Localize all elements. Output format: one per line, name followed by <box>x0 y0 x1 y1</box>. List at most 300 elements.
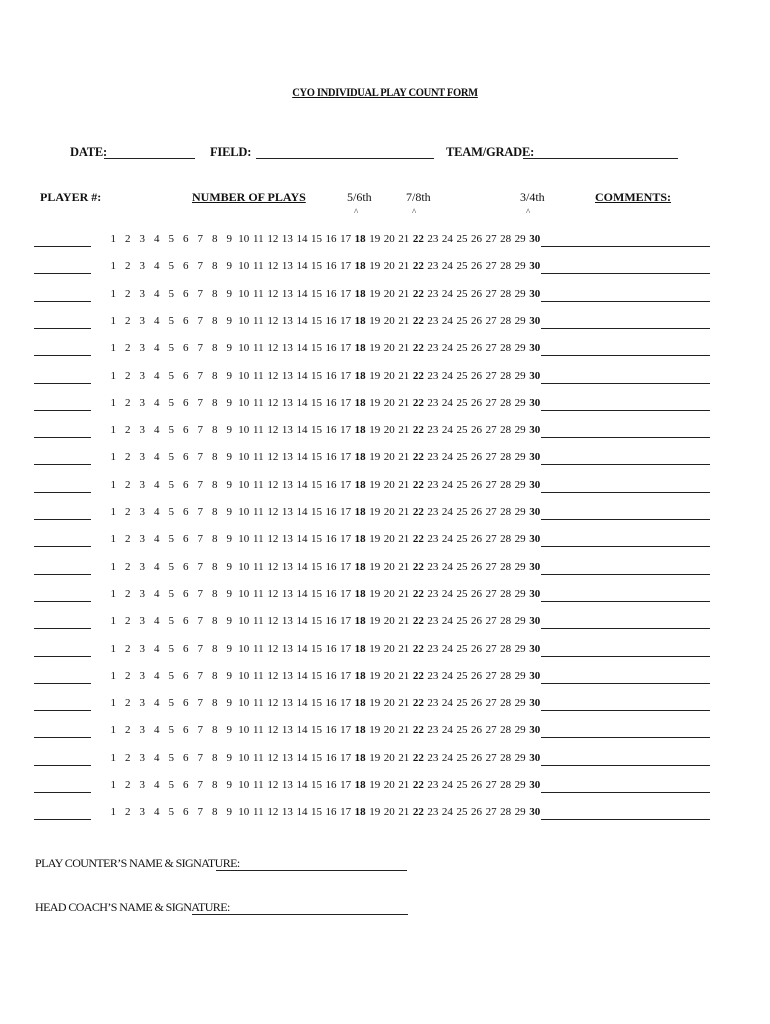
play-number[interactable]: 24 <box>441 424 453 437</box>
play-number[interactable]: 2 <box>125 506 131 518</box>
play-number[interactable]: 4 <box>154 751 160 764</box>
play-number[interactable]: 14 <box>296 724 308 737</box>
play-number[interactable]: 29 <box>514 451 526 464</box>
play-number[interactable]: 10 <box>238 615 250 628</box>
play-number[interactable]: 24 <box>441 314 453 327</box>
play-number[interactable]: 16 <box>325 697 337 710</box>
play-number[interactable]: 21 <box>398 615 410 628</box>
play-number[interactable]: 20 <box>383 560 395 573</box>
play-number[interactable]: 16 <box>325 506 337 518</box>
play-number[interactable]: 5 <box>168 806 174 819</box>
play-number[interactable]: 1 <box>110 587 116 600</box>
play-number[interactable]: 28 <box>500 396 512 409</box>
play-number[interactable]: 10 <box>238 506 250 518</box>
play-number[interactable]: 20 <box>383 615 395 628</box>
player-number-field[interactable] <box>34 383 91 384</box>
play-number[interactable]: 8 <box>212 396 218 409</box>
play-number[interactable]: 22 <box>412 233 424 245</box>
play-number[interactable]: 5 <box>168 560 174 573</box>
play-number[interactable]: 23 <box>427 669 439 682</box>
play-number[interactable]: 29 <box>514 287 526 300</box>
play-number[interactable]: 3 <box>139 342 145 355</box>
play-number[interactable]: 14 <box>296 779 308 791</box>
team-grade-field[interactable] <box>523 158 678 159</box>
play-number[interactable]: 12 <box>267 233 279 245</box>
play-number[interactable]: 7 <box>197 369 203 382</box>
play-number[interactable]: 24 <box>441 779 453 791</box>
play-number[interactable]: 30 <box>529 506 541 518</box>
play-number[interactable]: 27 <box>485 260 497 273</box>
play-number[interactable]: 6 <box>183 396 189 409</box>
play-number[interactable]: 14 <box>296 287 308 300</box>
play-number[interactable]: 22 <box>412 506 424 518</box>
play-number[interactable]: 25 <box>456 314 468 327</box>
play-number[interactable]: 2 <box>125 615 131 628</box>
play-number[interactable]: 25 <box>456 260 468 273</box>
play-number[interactable]: 9 <box>226 342 232 355</box>
comment-field[interactable] <box>541 546 710 547</box>
play-number[interactable]: 28 <box>500 697 512 710</box>
play-number[interactable]: 18 <box>354 560 366 573</box>
play-number[interactable]: 18 <box>354 724 366 737</box>
play-number[interactable]: 11 <box>253 587 264 600</box>
play-number[interactable]: 8 <box>212 451 218 464</box>
play-number[interactable]: 11 <box>253 806 264 819</box>
play-number[interactable]: 1 <box>110 314 116 327</box>
play-number[interactable]: 16 <box>325 233 337 245</box>
play-number[interactable]: 12 <box>267 669 279 682</box>
player-number-field[interactable] <box>34 601 91 602</box>
play-number[interactable]: 3 <box>139 806 145 819</box>
play-number[interactable]: 19 <box>369 533 381 546</box>
play-number[interactable]: 8 <box>212 506 218 518</box>
play-number[interactable]: 4 <box>154 806 160 819</box>
play-number[interactable]: 6 <box>183 533 189 546</box>
comment-field[interactable] <box>541 792 710 793</box>
play-number[interactable]: 22 <box>412 560 424 573</box>
play-number[interactable]: 25 <box>456 533 468 546</box>
play-number[interactable]: 26 <box>471 424 483 437</box>
play-number[interactable]: 21 <box>398 342 410 355</box>
play-number[interactable]: 2 <box>125 587 131 600</box>
play-number[interactable]: 2 <box>125 233 131 245</box>
player-number-field[interactable] <box>34 464 91 465</box>
play-number[interactable]: 14 <box>296 233 308 245</box>
play-number[interactable]: 19 <box>369 669 381 682</box>
play-number[interactable]: 23 <box>427 314 439 327</box>
play-number[interactable]: 29 <box>514 233 526 245</box>
play-number[interactable]: 16 <box>325 779 337 791</box>
play-number[interactable]: 6 <box>183 724 189 737</box>
play-number[interactable]: 24 <box>441 451 453 464</box>
play-number[interactable]: 27 <box>485 506 497 518</box>
play-number[interactable]: 18 <box>354 587 366 600</box>
play-number[interactable]: 7 <box>197 233 203 245</box>
play-number[interactable]: 12 <box>267 615 279 628</box>
play-number[interactable]: 24 <box>441 369 453 382</box>
play-number[interactable]: 20 <box>383 697 395 710</box>
play-number[interactable]: 7 <box>197 260 203 273</box>
play-number[interactable]: 23 <box>427 424 439 437</box>
play-number[interactable]: 22 <box>412 615 424 628</box>
play-number[interactable]: 17 <box>340 806 352 819</box>
play-number[interactable]: 30 <box>529 724 541 737</box>
comment-field[interactable] <box>541 737 710 738</box>
play-number[interactable]: 10 <box>238 396 250 409</box>
player-number-field[interactable] <box>34 574 91 575</box>
play-number[interactable]: 13 <box>281 724 293 737</box>
play-number[interactable]: 15 <box>311 751 322 764</box>
play-number[interactable]: 2 <box>125 260 131 273</box>
play-number[interactable]: 1 <box>110 451 116 464</box>
play-number[interactable]: 15 <box>311 669 322 682</box>
play-number[interactable]: 6 <box>183 697 189 710</box>
play-number[interactable]: 2 <box>125 342 131 355</box>
play-number[interactable]: 17 <box>340 751 352 764</box>
play-number[interactable]: 23 <box>427 396 439 409</box>
play-number[interactable]: 10 <box>238 287 250 300</box>
play-number[interactable]: 15 <box>311 560 322 573</box>
play-number[interactable]: 17 <box>340 396 352 409</box>
play-number[interactable]: 25 <box>456 806 468 819</box>
play-number[interactable]: 11 <box>253 779 264 791</box>
play-number[interactable]: 1 <box>110 779 116 791</box>
play-number[interactable]: 21 <box>398 697 410 710</box>
play-number[interactable]: 13 <box>281 751 293 764</box>
play-number[interactable]: 15 <box>311 506 322 518</box>
play-number[interactable]: 30 <box>529 751 541 764</box>
comment-field[interactable] <box>541 273 710 274</box>
play-number[interactable]: 13 <box>281 533 293 546</box>
play-number[interactable]: 27 <box>485 478 497 491</box>
play-number[interactable]: 20 <box>383 451 395 464</box>
play-number[interactable]: 12 <box>267 533 279 546</box>
play-number[interactable]: 11 <box>253 369 264 382</box>
play-number[interactable]: 5 <box>168 478 174 491</box>
play-number[interactable]: 9 <box>226 478 232 491</box>
play-number[interactable]: 24 <box>441 533 453 546</box>
comment-field[interactable] <box>541 819 710 820</box>
play-number[interactable]: 28 <box>500 615 512 628</box>
play-number[interactable]: 7 <box>197 424 203 437</box>
play-number[interactable]: 29 <box>514 587 526 600</box>
player-number-field[interactable] <box>34 437 91 438</box>
play-number[interactable]: 20 <box>383 506 395 518</box>
play-number[interactable]: 19 <box>369 396 381 409</box>
play-number[interactable]: 13 <box>281 478 293 491</box>
play-number[interactable]: 16 <box>325 806 337 819</box>
play-number[interactable]: 12 <box>267 751 279 764</box>
play-number[interactable]: 13 <box>281 233 293 245</box>
play-number[interactable]: 26 <box>471 751 483 764</box>
play-number[interactable]: 30 <box>529 478 541 491</box>
play-number[interactable]: 4 <box>154 287 160 300</box>
play-number[interactable]: 27 <box>485 424 497 437</box>
play-number[interactable]: 18 <box>354 779 366 791</box>
play-number[interactable]: 7 <box>197 506 203 518</box>
play-number[interactable]: 2 <box>125 642 131 655</box>
play-number[interactable]: 24 <box>441 342 453 355</box>
play-number[interactable]: 12 <box>267 779 279 791</box>
play-number[interactable]: 5 <box>168 751 174 764</box>
play-number[interactable]: 6 <box>183 314 189 327</box>
play-number[interactable]: 4 <box>154 424 160 437</box>
play-number[interactable]: 7 <box>197 587 203 600</box>
play-number[interactable]: 14 <box>296 314 308 327</box>
play-number[interactable]: 9 <box>226 506 232 518</box>
play-number[interactable]: 8 <box>212 669 218 682</box>
play-number[interactable]: 10 <box>238 560 250 573</box>
play-number[interactable]: 9 <box>226 779 232 791</box>
play-number[interactable]: 27 <box>485 396 497 409</box>
play-number[interactable]: 19 <box>369 260 381 273</box>
play-number[interactable]: 8 <box>212 314 218 327</box>
play-number[interactable]: 3 <box>139 424 145 437</box>
play-number[interactable]: 25 <box>456 642 468 655</box>
play-number[interactable]: 20 <box>383 806 395 819</box>
play-number[interactable]: 20 <box>383 369 395 382</box>
play-number[interactable]: 1 <box>110 669 116 682</box>
play-number[interactable]: 13 <box>281 642 293 655</box>
play-number[interactable]: 18 <box>354 506 366 518</box>
play-number[interactable]: 26 <box>471 451 483 464</box>
play-number[interactable]: 9 <box>226 369 232 382</box>
play-number[interactable]: 16 <box>325 615 337 628</box>
play-number[interactable]: 9 <box>226 642 232 655</box>
play-number[interactable]: 1 <box>110 233 116 245</box>
play-number[interactable]: 8 <box>212 642 218 655</box>
play-number[interactable]: 2 <box>125 697 131 710</box>
play-number[interactable]: 6 <box>183 806 189 819</box>
play-number[interactable]: 25 <box>456 424 468 437</box>
play-number[interactable]: 2 <box>125 287 131 300</box>
play-number[interactable]: 29 <box>514 642 526 655</box>
play-number[interactable]: 28 <box>500 560 512 573</box>
play-number[interactable]: 26 <box>471 642 483 655</box>
play-number[interactable]: 21 <box>398 506 410 518</box>
play-number[interactable]: 23 <box>427 342 439 355</box>
play-number[interactable]: 27 <box>485 697 497 710</box>
play-number[interactable]: 25 <box>456 342 468 355</box>
play-number[interactable]: 1 <box>110 260 116 273</box>
play-number[interactable]: 29 <box>514 478 526 491</box>
play-number[interactable]: 26 <box>471 533 483 546</box>
play-number[interactable]: 24 <box>441 751 453 764</box>
play-number[interactable]: 5 <box>168 779 174 791</box>
play-number[interactable]: 21 <box>398 533 410 546</box>
play-number[interactable]: 27 <box>485 642 497 655</box>
play-number[interactable]: 7 <box>197 478 203 491</box>
play-number[interactable]: 23 <box>427 560 439 573</box>
play-number[interactable]: 30 <box>529 642 541 655</box>
play-number[interactable]: 22 <box>412 342 424 355</box>
play-number[interactable]: 19 <box>369 615 381 628</box>
play-number[interactable]: 10 <box>238 314 250 327</box>
play-number[interactable]: 6 <box>183 506 189 518</box>
play-number[interactable]: 27 <box>485 233 497 245</box>
play-number[interactable]: 24 <box>441 560 453 573</box>
play-number[interactable]: 26 <box>471 287 483 300</box>
play-number[interactable]: 28 <box>500 724 512 737</box>
play-number[interactable]: 30 <box>529 779 541 791</box>
play-number[interactable]: 7 <box>197 396 203 409</box>
play-number[interactable]: 14 <box>296 751 308 764</box>
play-number[interactable]: 11 <box>253 451 264 464</box>
play-number[interactable]: 24 <box>441 724 453 737</box>
play-number[interactable]: 14 <box>296 642 308 655</box>
play-number[interactable]: 28 <box>500 779 512 791</box>
play-number[interactable]: 3 <box>139 615 145 628</box>
comment-field[interactable] <box>541 601 710 602</box>
play-number[interactable]: 17 <box>340 587 352 600</box>
play-number[interactable]: 27 <box>485 806 497 819</box>
play-number[interactable]: 12 <box>267 806 279 819</box>
play-number[interactable]: 13 <box>281 806 293 819</box>
player-number-field[interactable] <box>34 792 91 793</box>
play-number[interactable]: 23 <box>427 806 439 819</box>
play-number[interactable]: 17 <box>340 642 352 655</box>
play-number[interactable]: 30 <box>529 560 541 573</box>
play-number[interactable]: 19 <box>369 642 381 655</box>
play-number[interactable]: 12 <box>267 724 279 737</box>
play-number[interactable]: 30 <box>529 806 541 819</box>
play-number[interactable]: 10 <box>238 642 250 655</box>
play-number[interactable]: 30 <box>529 424 541 437</box>
play-number[interactable]: 17 <box>340 342 352 355</box>
play-number[interactable]: 3 <box>139 560 145 573</box>
play-number[interactable]: 21 <box>398 260 410 273</box>
play-number[interactable]: 22 <box>412 697 424 710</box>
play-number[interactable]: 26 <box>471 342 483 355</box>
play-number[interactable]: 29 <box>514 697 526 710</box>
play-number[interactable]: 4 <box>154 369 160 382</box>
play-number[interactable]: 23 <box>427 533 439 546</box>
play-number[interactable]: 4 <box>154 669 160 682</box>
play-number[interactable]: 13 <box>281 669 293 682</box>
play-number[interactable]: 25 <box>456 669 468 682</box>
play-number[interactable]: 27 <box>485 779 497 791</box>
play-number[interactable]: 5 <box>168 342 174 355</box>
play-number[interactable]: 17 <box>340 615 352 628</box>
play-number[interactable]: 8 <box>212 533 218 546</box>
play-number[interactable]: 15 <box>311 779 322 791</box>
play-number[interactable]: 8 <box>212 260 218 273</box>
play-number[interactable]: 29 <box>514 560 526 573</box>
play-number[interactable]: 21 <box>398 669 410 682</box>
play-number[interactable]: 20 <box>383 287 395 300</box>
comment-field[interactable] <box>541 683 710 684</box>
play-number[interactable]: 28 <box>500 533 512 546</box>
play-number[interactable]: 7 <box>197 724 203 737</box>
play-number[interactable]: 23 <box>427 478 439 491</box>
play-number[interactable]: 13 <box>281 560 293 573</box>
play-number[interactable]: 30 <box>529 260 541 273</box>
play-number[interactable]: 16 <box>325 287 337 300</box>
play-number[interactable]: 1 <box>110 697 116 710</box>
play-number[interactable]: 29 <box>514 533 526 546</box>
play-number[interactable]: 23 <box>427 260 439 273</box>
play-number[interactable]: 22 <box>412 669 424 682</box>
play-number[interactable]: 9 <box>226 615 232 628</box>
play-number[interactable]: 4 <box>154 724 160 737</box>
play-number[interactable]: 23 <box>427 287 439 300</box>
play-number[interactable]: 8 <box>212 369 218 382</box>
play-number[interactable]: 20 <box>383 233 395 245</box>
play-number[interactable]: 14 <box>296 369 308 382</box>
play-number[interactable]: 3 <box>139 287 145 300</box>
play-number[interactable]: 30 <box>529 451 541 464</box>
player-number-field[interactable] <box>34 328 91 329</box>
play-number[interactable]: 10 <box>238 724 250 737</box>
play-number[interactable]: 2 <box>125 478 131 491</box>
play-number[interactable]: 2 <box>125 396 131 409</box>
play-number[interactable]: 29 <box>514 396 526 409</box>
comment-field[interactable] <box>541 383 710 384</box>
play-number[interactable]: 22 <box>412 451 424 464</box>
play-number[interactable]: 21 <box>398 314 410 327</box>
play-number[interactable]: 7 <box>197 669 203 682</box>
play-number[interactable]: 22 <box>412 314 424 327</box>
play-number[interactable]: 30 <box>529 587 541 600</box>
play-number[interactable]: 30 <box>529 369 541 382</box>
play-number[interactable]: 14 <box>296 396 308 409</box>
play-number[interactable]: 19 <box>369 478 381 491</box>
play-number[interactable]: 17 <box>340 233 352 245</box>
play-number[interactable]: 3 <box>139 724 145 737</box>
play-number[interactable]: 12 <box>267 642 279 655</box>
play-number[interactable]: 11 <box>253 233 264 245</box>
play-number[interactable]: 11 <box>253 506 264 518</box>
play-number[interactable]: 12 <box>267 424 279 437</box>
play-number[interactable]: 7 <box>197 697 203 710</box>
play-number[interactable]: 6 <box>183 669 189 682</box>
play-number[interactable]: 7 <box>197 642 203 655</box>
play-number[interactable]: 26 <box>471 697 483 710</box>
play-number[interactable]: 2 <box>125 669 131 682</box>
play-number[interactable]: 28 <box>500 342 512 355</box>
play-number[interactable]: 5 <box>168 451 174 464</box>
play-number[interactable]: 13 <box>281 424 293 437</box>
play-number[interactable]: 10 <box>238 779 250 791</box>
play-number[interactable]: 2 <box>125 779 131 791</box>
play-number[interactable]: 3 <box>139 779 145 791</box>
play-number[interactable]: 10 <box>238 751 250 764</box>
play-number[interactable]: 12 <box>267 369 279 382</box>
play-number[interactable]: 29 <box>514 724 526 737</box>
play-number[interactable]: 12 <box>267 314 279 327</box>
play-number[interactable]: 15 <box>311 697 322 710</box>
play-number[interactable]: 18 <box>354 751 366 764</box>
play-number[interactable]: 28 <box>500 751 512 764</box>
play-number[interactable]: 1 <box>110 615 116 628</box>
play-number[interactable]: 21 <box>398 724 410 737</box>
play-number[interactable]: 5 <box>168 615 174 628</box>
play-number[interactable]: 1 <box>110 724 116 737</box>
play-number[interactable]: 1 <box>110 342 116 355</box>
play-number[interactable]: 11 <box>253 615 264 628</box>
play-number[interactable]: 20 <box>383 260 395 273</box>
play-number[interactable]: 10 <box>238 451 250 464</box>
play-number[interactable]: 26 <box>471 587 483 600</box>
play-number[interactable]: 9 <box>226 314 232 327</box>
player-number-field[interactable] <box>34 410 91 411</box>
play-number[interactable]: 15 <box>311 478 322 491</box>
play-number[interactable]: 10 <box>238 669 250 682</box>
play-number[interactable]: 15 <box>311 806 322 819</box>
play-number[interactable]: 20 <box>383 478 395 491</box>
play-number[interactable]: 4 <box>154 451 160 464</box>
play-number[interactable]: 10 <box>238 478 250 491</box>
